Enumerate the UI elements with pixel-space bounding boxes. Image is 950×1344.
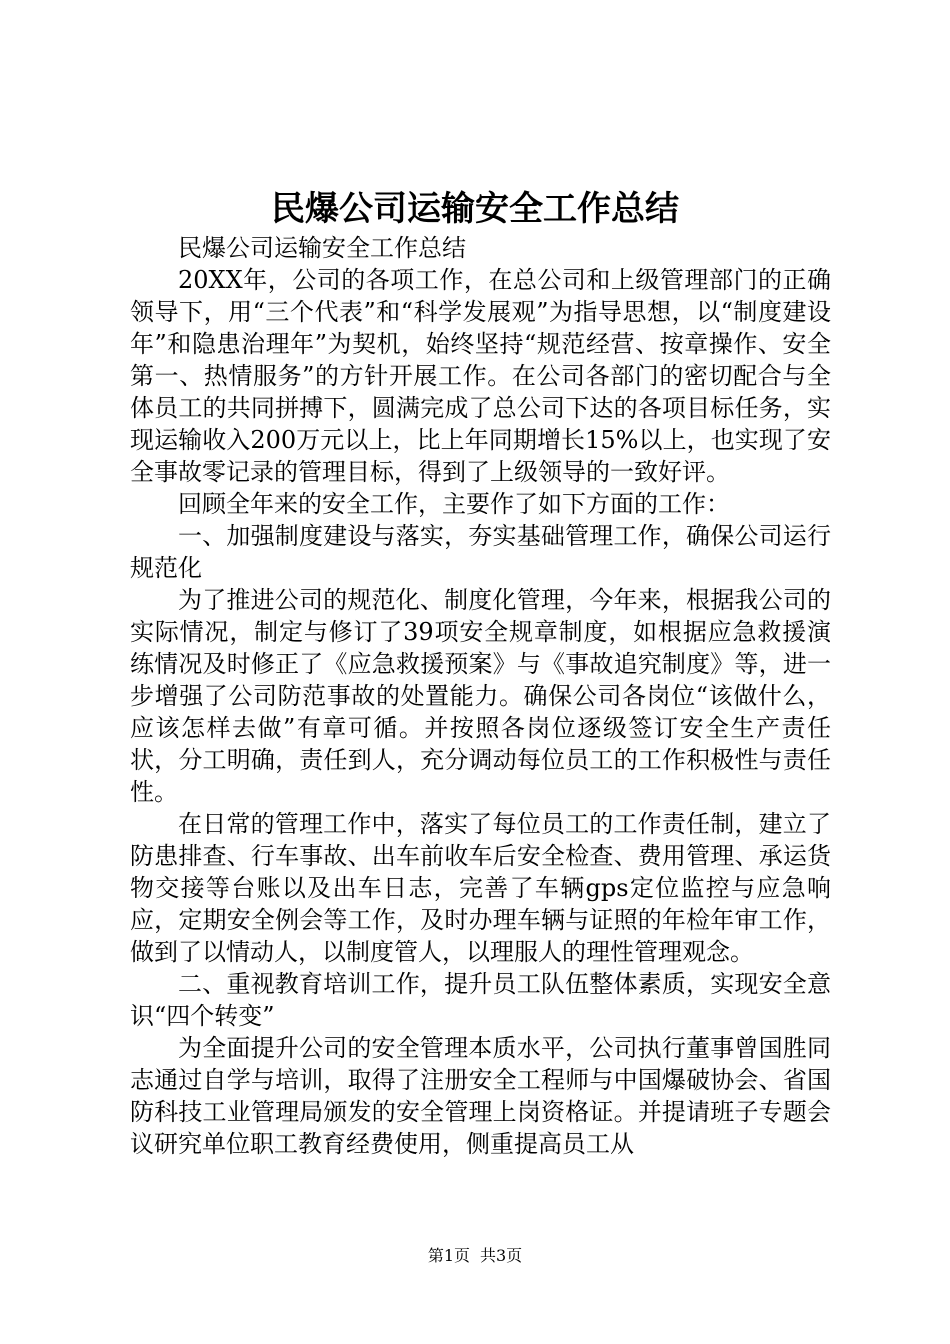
section-heading: 一、加强制度建设与落实，夯实基础管理工作，确保公司运行规范化 <box>130 522 831 582</box>
paragraph-subtitle: 民爆公司运输安全工作总结 <box>178 234 466 262</box>
paragraph: 为了推进公司的规范化、制度化管理，今年来，根据我公司的实际情况，制定与修订了39项安全规章制度，如根据应急救援演练情况及时修正了《应急救援预案》与《事故追究制度》等，进一步增强了公司防范事故的处置能力。确保公司各岗位“该做什么，应该怎样去做”有章可循。并按照各岗位逐级签订安全生产责任状，分工明确，责任到人，充分调动每位员工的工作积极性与责任性。 <box>130 586 831 806</box>
document-body <box>130 232 831 1160</box>
section-heading: 二、重视教育培训工作，提升员工队伍整体素质，实现安全意识“四个转变” <box>130 970 831 1030</box>
page-total: 共3页 <box>480 1246 523 1265</box>
page-footer <box>0 1244 950 1268</box>
paragraph: 为全面提升公司的安全管理本质水平，公司执行董事曾国胜同志通过自学与培训，取得了注册安全工程师与中国爆破协会、省国防科技工业管理局颁发的安全管理上岗资格证。并提请班子专题会议研究单位职工教育经费使用，侧重提高员工从 <box>130 1034 831 1158</box>
paragraph: 回顾全年来的安全工作，主要作了如下方面的工作： <box>178 490 730 518</box>
page-number: 第1页 <box>427 1246 470 1265</box>
document-title: 民爆公司运输安全工作总结 <box>271 189 679 229</box>
paragraph: 在日常的管理工作中，落实了每位员工的工作责任制，建立了防患排查、行车事故、出车前收车后安全检查、费用管理、承运货物交接等台账以及出车日志，完善了车辆gps定位监控与应急响应，定期安全例会等工作，及时办理车辆与证照的年检年审工作，做到了以情动人，以制度管人，以理服人的理性管理观念。 <box>130 810 831 966</box>
paragraph: 20XX年，公司的各项工作，在总公司和上级管理部门的正确领导下，用“三个代表”和“科学发展观”为指导思想，以“制度建设年”和隐患治理年”为契机，始终坚持“规范经营、按章操作、安全第一、热情服务”的方针开展工作。在公司各部门的密切配合与全体员工的共同拼搏下，圆满完成了总公司下达的各项目标任务，实现运输收入200万元以上，比上年同期增长15%以上，也实现了安全事故零记录的管理目标，得到了上级领导的一致好评。 <box>130 266 831 486</box>
